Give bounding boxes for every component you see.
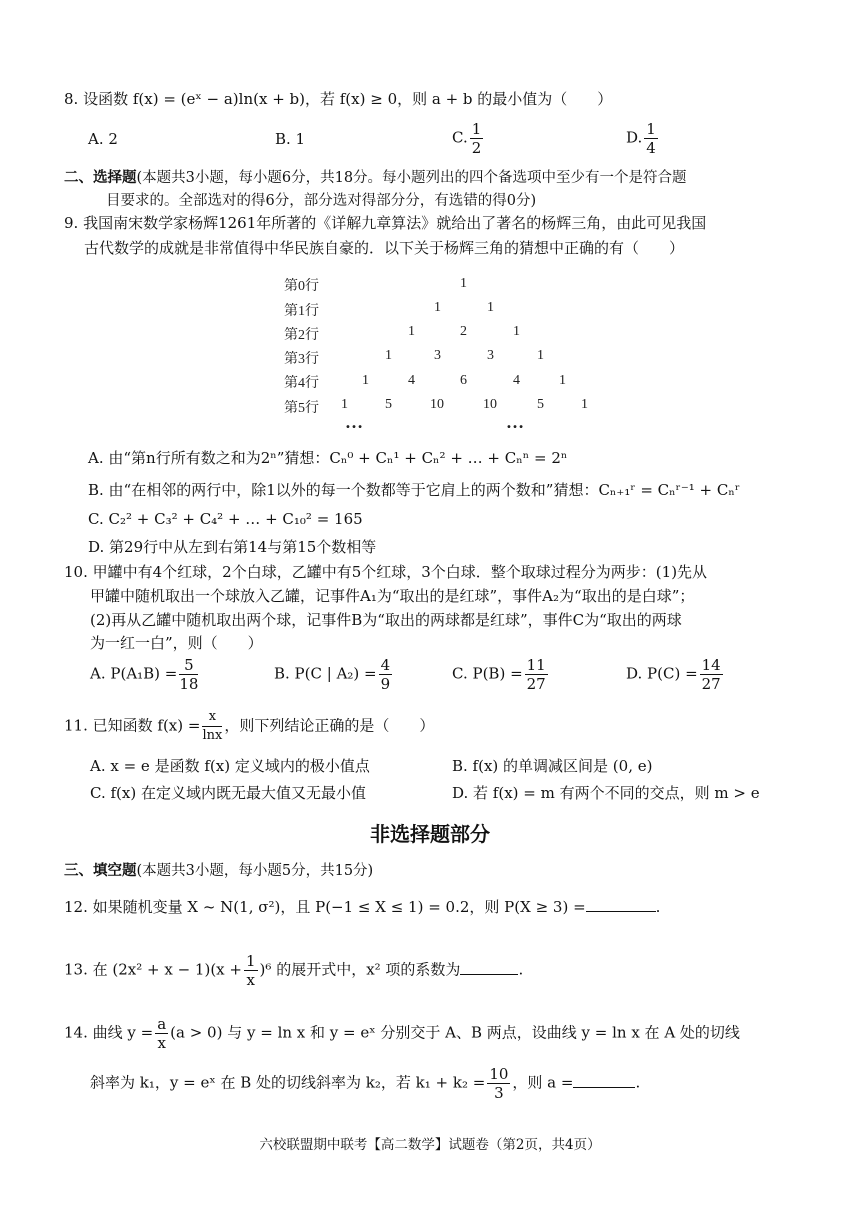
triangle-number: 4 <box>408 373 415 388</box>
triangle-number: 4 <box>513 373 520 388</box>
triangle-number: 1 <box>581 397 588 412</box>
triangle-number: 1 <box>460 276 467 291</box>
triangle-number: 1 <box>513 324 520 339</box>
q8-option-c: C. $\frac{1}{2}$ <box>452 120 482 157</box>
triangle-number: 10 <box>430 397 444 412</box>
q8-option-b: B. 1 <box>275 130 306 148</box>
triangle-row-label: 第2行 <box>284 328 319 343</box>
triangle-number: 5 <box>537 397 544 412</box>
triangle-number: 1 <box>487 300 494 315</box>
triangle-number: 1 <box>385 348 392 363</box>
q9-option-c: C. C₂² + C₃² + C₄² + … + C₁₀² = 165 <box>88 510 363 528</box>
section2-heading: 二、选择题(本题共3小题，每小题6分，共18分。每小题列出的四个备选项中至少有一个是符合题 <box>64 169 687 186</box>
triangle-row-label: 第0行 <box>284 279 319 294</box>
q9-option-a: A. 由“第n行所有数之和为2ⁿ”猜想：Cₙ⁰ + Cₙ¹ + Cₙ² + … + Cₙⁿ = 2ⁿ <box>88 449 568 467</box>
q12-answer-blank[interactable] <box>586 897 656 912</box>
triangle-number: 2 <box>460 324 467 339</box>
triangle-ellipsis: … <box>506 412 524 432</box>
triangle-number: 3 <box>434 348 441 363</box>
page-footer: 六校联盟期中联考【高二数学】试题卷（第2页，共4页） <box>259 1137 601 1153</box>
q10-option-b: B. P(C | A₂) = $\frac{4}{9}$ <box>274 656 391 693</box>
q8-option-d: D. $\frac{1}{4}$ <box>626 120 656 157</box>
q14-answer-blank[interactable] <box>573 1073 635 1088</box>
triangle-row-label: 第5行 <box>284 401 319 416</box>
q10-option-a: A. P(A₁B) = $\frac{5}{18}$ <box>90 656 199 693</box>
q9-line2: 古代数学的成就是非常值得中华民族自豪的．以下关于杨辉三角的猜想中正确的有（ ） <box>84 239 685 257</box>
triangle-number: 5 <box>385 397 392 412</box>
q9-line1: 9. 我国南宋数学家杨辉1261年所著的《详解九章算法》就给出了著名的杨辉三角，由此可见我国 <box>64 214 707 232</box>
triangle-row-label: 第1行 <box>284 304 319 319</box>
q11-option-d: D. 若 f(x) = m 有两个不同的交点，则 m > e <box>452 784 760 802</box>
q10-line3: (2)再从乙罐中随机取出两个球，记事件B为“取出的两球都是红球”，事件C为“取出的两球 <box>90 611 682 629</box>
q8-stem: 8. 设函数 f(x) = (eˣ − a)ln(x + b)，若 f(x) ≥ 0，则 a + b 的最小值为（ ） <box>64 90 613 108</box>
triangle-row-label: 第3行 <box>284 352 319 367</box>
section2-desc-line2: 目要求的。全部选对的得6分，部分选对得部分分，有选错的得0分) <box>106 193 537 209</box>
q8-option-a: A. 2 <box>88 130 118 148</box>
q10-line1: 10. 甲罐中有4个红球，2个白球，乙罐中有5个红球，3个白球．整个取球过程分为两步：(1)先从 <box>64 563 708 581</box>
triangle-number: 1 <box>408 324 415 339</box>
q11-stem: 11. 已知函数 f(x) = $\frac{x}{\ln x}$ ，则下列结论正确的是（ ） <box>64 709 435 743</box>
q10-line4: 为一红一白”，则（ ） <box>90 634 263 652</box>
part-title: 非选择题部分 <box>370 822 490 846</box>
q13: 13. 在 (2x² + x − 1)(x + $\frac{1}{x}$ )⁶ 的展开式中，x² 项的系数为 . <box>64 952 524 989</box>
section3-heading: 三、填空题(本题共3小题，每小题5分，共15分) <box>64 862 374 879</box>
q12: 12. 如果随机变量 X ~ N(1, σ²)，且 P(−1 ≤ X ≤ 1) = 0.2，则 P(X ≥ 3) = . <box>64 898 661 916</box>
q11-option-c: C. f(x) 在定义域内既无最大值又无最小值 <box>90 784 366 802</box>
q9-option-d: D. 第29行中从左到右第14与第15个数相等 <box>88 538 377 556</box>
q10-option-d: D. P(C) = $\frac{14}{27}$ <box>626 656 721 693</box>
q14-line2: 斜率为 k₁，y = eˣ 在 B 处的切线斜率为 k₂，若 k₁ + k₂ = $\frac{10}{3}$ ，则 a = . <box>90 1065 641 1102</box>
triangle-number: 3 <box>487 348 494 363</box>
q11-option-a: A. x = e 是函数 f(x) 定义域内的极小值点 <box>90 757 370 775</box>
q11-option-b: B. f(x) 的单调减区间是 (0, e) <box>452 757 653 775</box>
triangle-number: 1 <box>434 300 441 315</box>
triangle-number: 6 <box>460 373 467 388</box>
triangle-number: 1 <box>341 397 348 412</box>
triangle-number: 1 <box>362 373 369 388</box>
q14-line1: 14. 曲线 y = $\frac{a}{x}$ (a > 0) 与 y = ln x 和 y = eˣ 分别交于 A、B 两点，设曲线 y = ln x 在 A 处的切线 <box>64 1015 740 1052</box>
q9-option-b: B. 由“在相邻的两行中，除1以外的每一个数都等于它肩上的两个数和”猜想：Cₙ₊₁ʳ = Cₙʳ⁻¹ + Cₙʳ <box>88 481 741 499</box>
q13-answer-blank[interactable] <box>460 960 518 975</box>
triangle-ellipsis: … <box>345 412 363 432</box>
triangle-number: 1 <box>537 348 544 363</box>
q10-line2: 甲罐中随机取出一个球放入乙罐，记事件A₁为“取出的是红球”，事件A₂为“取出的是白球”； <box>90 587 695 605</box>
triangle-number: 10 <box>483 397 497 412</box>
q10-option-c: C. P(B) = $\frac{11}{27}$ <box>452 656 546 693</box>
triangle-number: 1 <box>559 373 566 388</box>
triangle-row-label: 第4行 <box>284 376 319 391</box>
